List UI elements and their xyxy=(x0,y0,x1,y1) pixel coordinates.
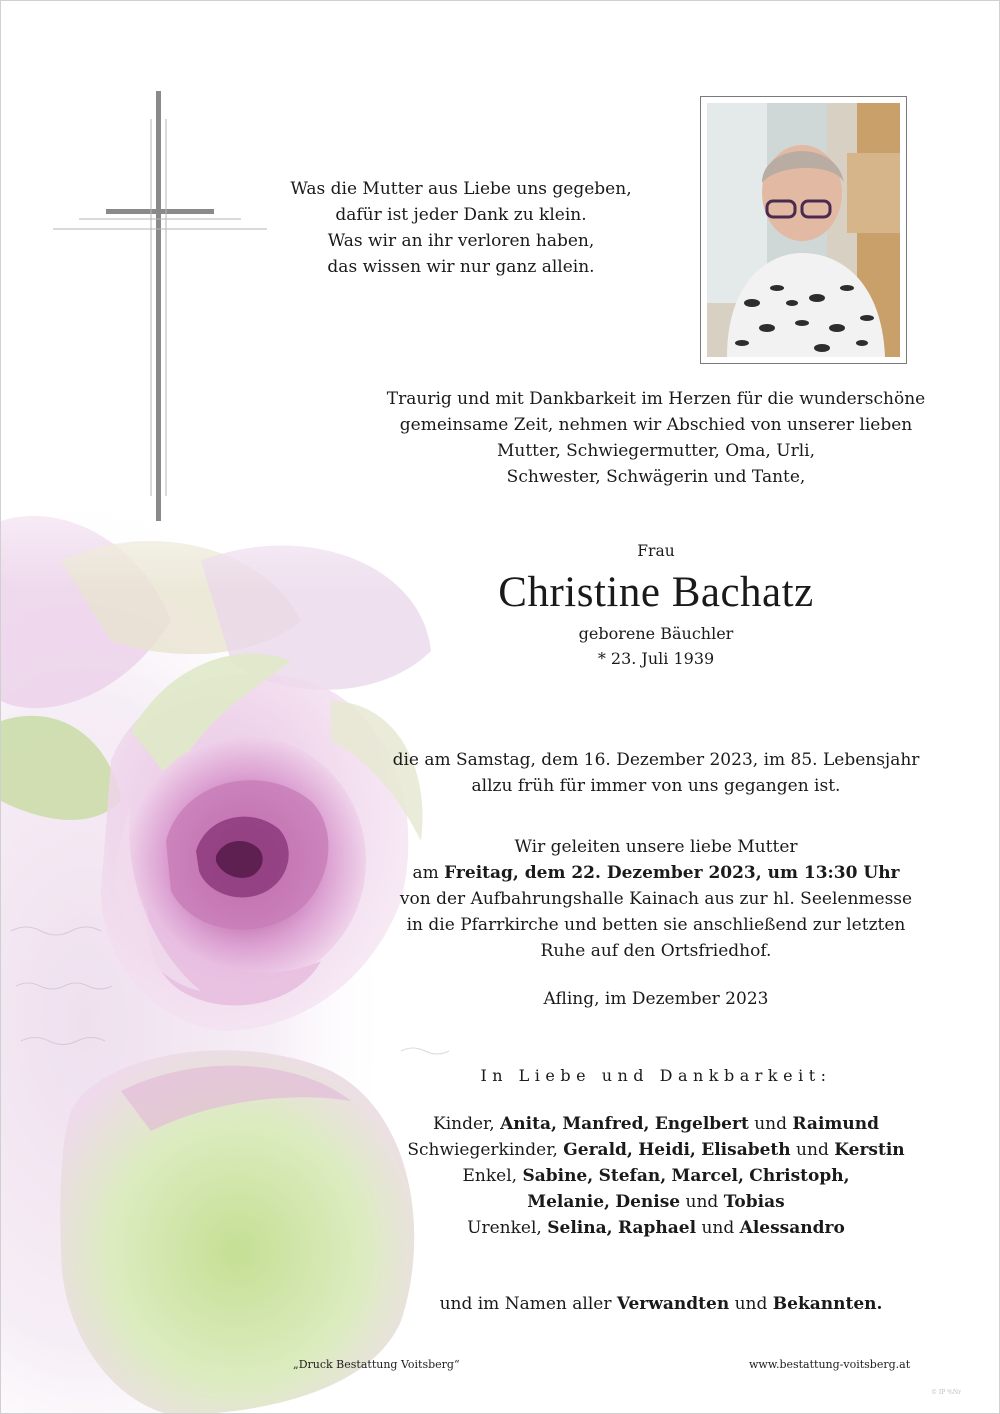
funeral-line: in die Pfarrkirche und betten sie anschließend zur letzten xyxy=(406,915,906,935)
family-member: Christoph, xyxy=(749,1166,850,1186)
family-inlaws xyxy=(371,1137,941,1163)
family-label: Schwiegerkinder, xyxy=(407,1140,564,1160)
website-link[interactable]: www.bestattung-voitsberg.at xyxy=(749,1358,911,1371)
family-member: Raimund xyxy=(792,1114,879,1134)
family-member: Denise xyxy=(615,1192,681,1212)
family-grandchildren xyxy=(371,1163,941,1189)
family-member: Alessandro xyxy=(739,1218,845,1238)
funeral-date: Freitag, dem 22. Dezember 2023, um 13:30 Uhr xyxy=(444,863,900,883)
death-notice xyxy=(361,747,951,799)
place-date: Afling, im Dezember 2023 xyxy=(543,989,769,1009)
intro-line: Schwester, Schwägerin und Tante, xyxy=(506,467,806,487)
family-member: Raphael xyxy=(617,1218,697,1238)
family-member: Heidi, xyxy=(638,1140,696,1160)
family-conjunction: und xyxy=(748,1114,793,1134)
closing-relatives: Verwandten xyxy=(616,1294,730,1314)
family-member: Manfred, xyxy=(562,1114,650,1134)
family-member: Marcel, xyxy=(671,1166,744,1186)
family-member: Melanie, xyxy=(527,1192,610,1212)
family-member: Tobias xyxy=(723,1192,785,1212)
family-label: Urenkel, xyxy=(467,1218,548,1238)
poem-line: dafür ist jeder Dank zu klein. xyxy=(335,205,587,225)
family-list xyxy=(371,1111,941,1241)
family-conjunction: und xyxy=(680,1192,724,1212)
cross-icon xyxy=(1,1,301,541)
reference-code: © IP %Nr xyxy=(931,1389,962,1396)
family-member: Engelbert xyxy=(654,1114,749,1134)
family-member: Selina, xyxy=(547,1218,613,1238)
funeral-date-prefix: am xyxy=(412,863,445,883)
family-grandchildren-cont xyxy=(371,1189,941,1215)
closing-conjunction: und xyxy=(729,1294,773,1314)
poem-line: das wissen wir nur ganz allein. xyxy=(327,257,595,277)
printer-credit: „Druck Bestattung Voitsberg“ xyxy=(293,1358,460,1371)
closing-prefix: und im Namen aller xyxy=(439,1294,617,1314)
intro-line: gemeinsame Zeit, nehmen wir Abschied von unserer lieben xyxy=(399,415,913,435)
family-label: Kinder, xyxy=(433,1114,501,1134)
family-member: Sabine, xyxy=(522,1166,594,1186)
family-conjunction: und xyxy=(696,1218,740,1238)
family-children xyxy=(371,1111,941,1137)
family-member: Elisabeth xyxy=(701,1140,791,1160)
family-great-grandchildren xyxy=(371,1215,941,1241)
family-conjunction: und xyxy=(790,1140,835,1160)
death-line: allzu früh für immer von uns gegangen ist. xyxy=(471,776,841,796)
funeral-date-line xyxy=(376,860,936,886)
poem-line: Was wir an ihr verloren haben, xyxy=(327,231,595,251)
maiden-name: geborene Bäuchler xyxy=(578,624,734,643)
deceased-name: Christine Bachatz xyxy=(498,569,814,616)
family-member: Stefan, xyxy=(598,1166,667,1186)
funeral-details xyxy=(376,834,936,964)
family-member: Kerstin xyxy=(834,1140,905,1160)
closing-line xyxy=(381,1291,941,1317)
poem xyxy=(286,176,636,280)
intro-text xyxy=(371,386,941,490)
intro-line: Mutter, Schwiegermutter, Oma, Urli, xyxy=(497,441,815,461)
birth-info xyxy=(506,621,806,671)
funeral-line: Ruhe auf den Ortsfriedhof. xyxy=(540,941,772,961)
birth-date: * 23. Juli 1939 xyxy=(597,649,715,668)
death-line: die am Samstag, dem 16. Dezember 2023, im 85. Lebensjahr xyxy=(392,750,920,770)
family-label: Enkel, xyxy=(462,1166,523,1186)
portrait-photo xyxy=(707,103,900,357)
portrait-photo-frame xyxy=(700,96,907,364)
funeral-line: von der Aufbahrungshalle Kainach aus zur hl. Seelenmesse xyxy=(399,889,913,909)
funeral-line: Wir geleiten unsere liebe Mutter xyxy=(514,837,798,857)
family-member: Gerald, xyxy=(563,1140,633,1160)
family-member: Anita, xyxy=(500,1114,557,1134)
closing-acquaintances: Bekannten. xyxy=(772,1294,883,1314)
intro-line: Traurig und mit Dankbarkeit im Herzen für die wunderschöne xyxy=(386,389,926,409)
poem-line: Was die Mutter aus Liebe uns gegeben, xyxy=(290,179,632,199)
salutation: Frau xyxy=(637,542,675,560)
gratitude-heading: In Liebe und Dankbarkeit: xyxy=(480,1066,832,1085)
